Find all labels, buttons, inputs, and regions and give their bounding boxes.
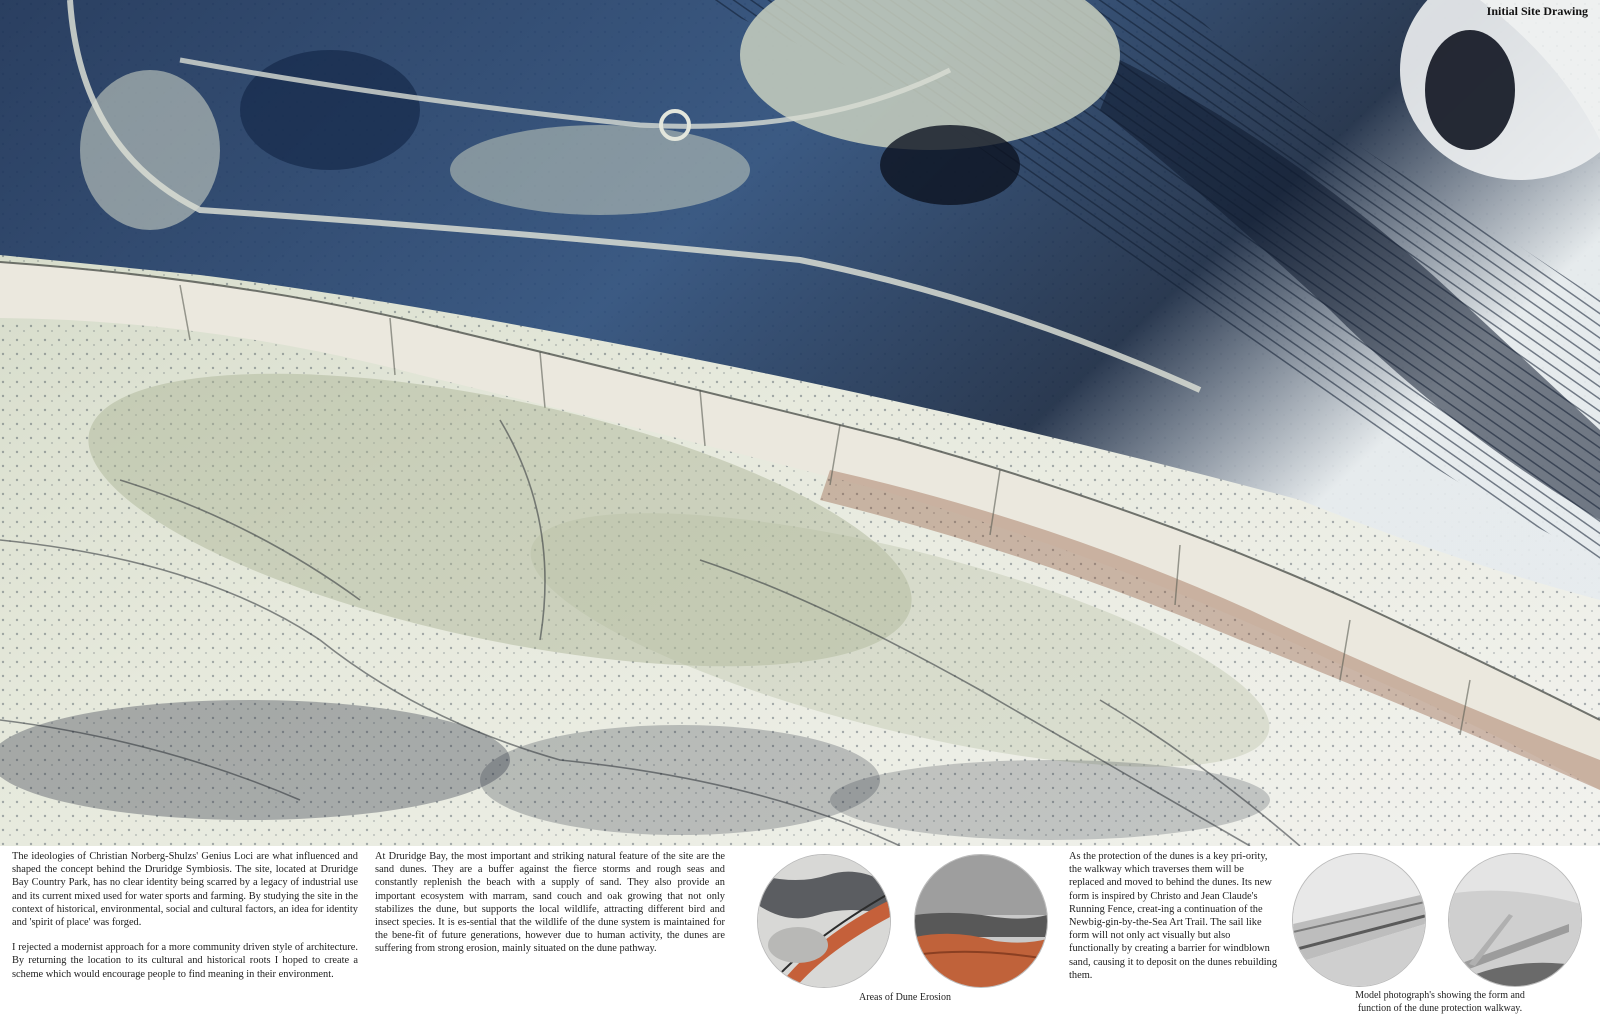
approach-paragraph: I rejected a modernist approach for a more community driven style of architecture. By returning the location to its cultural and historical roots I hoped to create a scheme which would encourage people to find meaning in their environment. (12, 942, 358, 980)
walkway-text-column (1069, 850, 1279, 994)
concept-text-column (12, 850, 358, 993)
drawing-title: Initial Site Drawing (1486, 4, 1588, 18)
erosion-aerial-photo (757, 854, 891, 988)
model-photo-overview (1292, 853, 1426, 987)
erosion-caption: Areas of Dune Erosion (859, 992, 951, 1003)
model-caption: Model photograph's showing the form and function of the dune protection walkway. (1355, 990, 1525, 1014)
concept-paragraph: The ideologies of Christian Norberg-Shulzs' Genius Loci are what influenced and shaped the concept behind the Druridge Symbiosis. The site, located at Druridge Bay Country Park, has no clear identity being scarred by a legacy of industrial use and its current mixed used for water sports and farming. By studying the site in the context of historical, environmental, social and cultural factors, an idea for identity and 'spirit of place' was forged. (12, 851, 358, 929)
model-photo-detail (1448, 853, 1582, 987)
dunes-text-column (375, 850, 725, 968)
walkway-paragraph: As the protection of the dunes is a key pri-ority, the walkway which traverses them will be replaced and moved to behind the dunes. Its new form is inspired by Christo and Jean Claude's Running Fence, creat-ing a continuation of the Newbig-gin-by-the-Sea Art Trail. The sail like form will not only act visually but also functionally by creating a barrier for windblown sand, causing it to deposit on the dunes rebuilding them. (1069, 851, 1278, 981)
erosion-dune-photo (914, 854, 1048, 988)
dunes-paragraph: At Druridge Bay, the most important and striking natural feature of the site are the sand dunes. They are a buffer against the fierce storms and rough seas and constantly replenish the beach with a supply of sand. They also provide an important ecosystem with marram, sand couch and oak growing that not only stabilizes the dune, but supports the local wildlife, attracting different bird and insect species. It is es-sential that the wildlife of the dune system is maintained for the bene-fit of future generations, however due to human activity, the dunes are suffering from strong erosion, mainly situated on the dune pathway. (375, 851, 725, 955)
